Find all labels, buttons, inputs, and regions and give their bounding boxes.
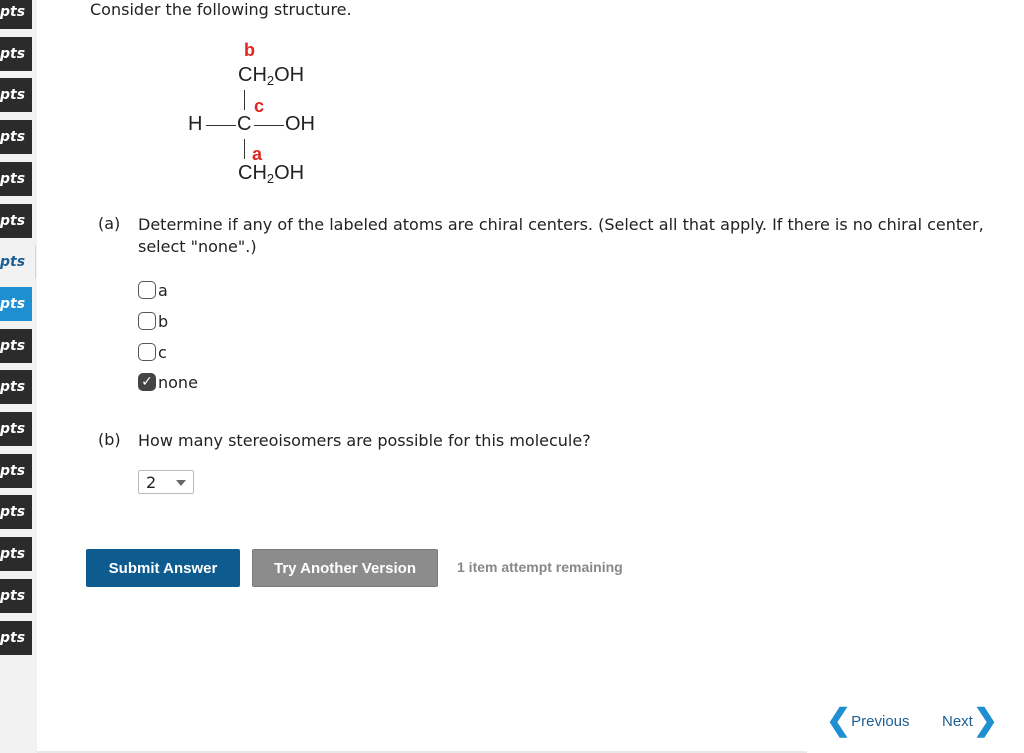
question-tab-4[interactable]: pts: [0, 120, 32, 154]
bottom-ch2oh-group: $CH_2OH$: [238, 162, 305, 186]
chevron-down-icon: [176, 480, 186, 486]
option-c-label: c: [158, 342, 167, 362]
chevron-left-icon: ❮: [826, 704, 852, 737]
stereoisomer-count-select[interactable]: [138, 470, 194, 494]
part-b-text: How many stereoisomers are possible for this molecule?: [138, 431, 591, 450]
atom-label-a: a: [252, 144, 263, 164]
atom-label-b: b: [244, 40, 255, 60]
attempts-remaining: 1 item attempt remaining: [457, 559, 623, 575]
question-tab-1[interactable]: pts: [0, 0, 32, 29]
checkbox-c[interactable]: [138, 343, 156, 361]
option-none[interactable]: [138, 370, 198, 394]
bond-left: [206, 125, 236, 126]
question-tab-16[interactable]: pts: [0, 621, 32, 655]
checkbox-b[interactable]: [138, 312, 156, 330]
checkmark-icon: ✓: [141, 374, 153, 390]
option-a-label: a: [158, 280, 168, 300]
selected-value: 2: [146, 472, 157, 492]
question-tab-13[interactable]: pts: [0, 495, 32, 529]
previous-button[interactable]: [826, 706, 910, 736]
checkbox-a[interactable]: [138, 281, 156, 299]
part-b-label: (b): [98, 430, 121, 449]
submit-answer-button[interactable]: Submit Answer: [86, 549, 240, 587]
chevron-right-icon: ❯: [972, 704, 998, 737]
question-tab-14[interactable]: pts: [0, 537, 32, 571]
chemical-structure: [180, 38, 340, 188]
question-tab-11[interactable]: pts: [0, 412, 32, 446]
previous-label: Previous: [851, 712, 910, 730]
hydroxyl-group: OH: [285, 113, 315, 135]
question-tab-12[interactable]: pts: [0, 454, 32, 488]
question-tab-3[interactable]: pts: [0, 78, 32, 112]
question-tab-9[interactable]: pts: [0, 329, 32, 363]
option-b-label: b: [158, 311, 169, 331]
try-another-version-button[interactable]: Try Another Version: [252, 549, 438, 587]
bond-bottom: [244, 139, 245, 159]
question-tab-5[interactable]: pts: [0, 162, 32, 196]
sidebar: [0, 0, 37, 753]
question-tab-7[interactable]: pts: [0, 245, 36, 279]
option-b[interactable]: [138, 309, 168, 333]
hydrogen-atom: H: [188, 113, 203, 135]
top-ch2oh-group: $CH_2OH$: [238, 64, 305, 88]
question-tab-2[interactable]: pts: [0, 37, 32, 71]
bond-right: [254, 125, 284, 126]
option-none-label: none: [158, 372, 198, 392]
atom-label-c: c: [254, 96, 265, 116]
next-button[interactable]: [942, 706, 998, 736]
part-a-label: (a): [98, 214, 121, 233]
question-tab-15[interactable]: pts: [0, 579, 32, 613]
question-tab-10[interactable]: pts: [0, 370, 32, 404]
question-prompt: Consider the following structure.: [90, 0, 352, 19]
next-label: Next: [942, 712, 973, 730]
option-c[interactable]: [138, 340, 167, 364]
question-tab-8[interactable]: pts: [0, 287, 32, 321]
central-carbon: C: [237, 113, 252, 135]
part-a-text: Determine if any of the labeled atoms are chiral centers. (Select all that apply. If there is no chiral center, select "none".): [138, 215, 984, 256]
checkbox-none[interactable]: [138, 373, 156, 391]
bond-top: [244, 90, 245, 110]
option-a[interactable]: [138, 278, 168, 302]
question-tab-6[interactable]: pts: [0, 204, 32, 238]
